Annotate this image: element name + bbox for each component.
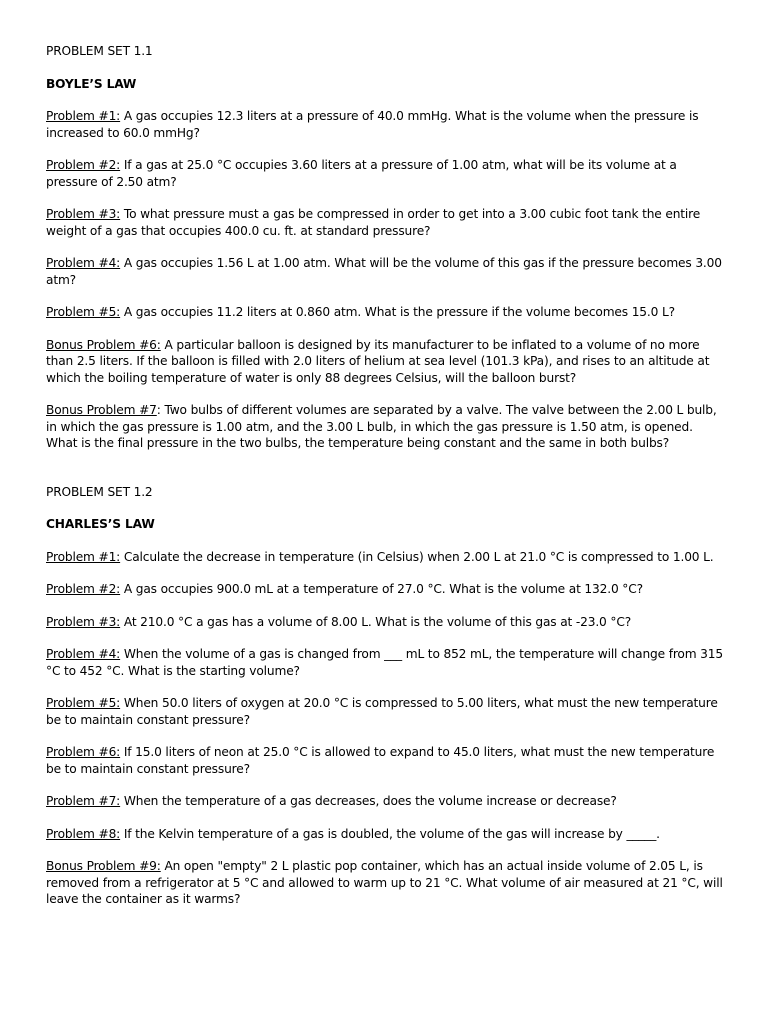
set1-problem-5 [46, 304, 726, 321]
set2-problem-3 [46, 614, 726, 631]
document-page [46, 43, 726, 924]
problem-label: Bonus Problem #7 [46, 403, 157, 417]
problem-text: A gas occupies 12.3 liters at a pressure of 40.0 mmHg. What is the volume when the pressure is increased to 60.0 mmHg? [46, 109, 699, 140]
problem-label: Problem #4: [46, 256, 121, 270]
problem-text: A gas occupies 1.56 L at 1.00 atm. What will be the volume of this gas if the pressure becomes 3.00 atm? [46, 256, 722, 287]
section-spacer [46, 468, 726, 484]
problem-text: If 15.0 liters of neon at 25.0 °C is allowed to expand to 45.0 liters, what must the new temperature be to maintain constant pressure? [46, 745, 715, 776]
problem-label: Problem #1: [46, 549, 121, 564]
set1-bonus-problem-6 [46, 337, 726, 387]
set1-problem-3 [46, 206, 726, 239]
set1-problem-1 [46, 108, 726, 141]
problem-label: Problem #2: [46, 582, 121, 596]
set2-problem-8 [46, 826, 726, 843]
problem-label: Problem #8: [46, 826, 121, 841]
problem-text: To what pressure must a gas be compressed in order to get into a 3.00 cubic foot tank the entire weight of a gas that occupies 400.0 cu. ft. at standard pressure? [46, 207, 701, 238]
problem-text: If the Kelvin temperature of a gas is doubled, the volume of the gas will increase by _____. [120, 826, 660, 841]
problem-text: When 50.0 liters of oxygen at 20.0 °C is compressed to 5.00 liters, what must the new temperature be to maintain constant pressure? [46, 696, 718, 727]
set2-bonus-problem-9 [46, 858, 726, 908]
set2-problem-2 [46, 581, 726, 598]
set2-problem-5 [46, 695, 726, 728]
problem-set-1-title: PROBLEM SET 1.1 [46, 44, 153, 58]
problem-label: Problem #5: [46, 305, 121, 319]
problem-label: Bonus Problem #6: [46, 337, 161, 352]
problem-label: Problem #3: [46, 614, 121, 629]
problem-label: Bonus Problem #9: [46, 859, 161, 873]
set2-problem-4 [46, 646, 726, 679]
problem-text: A particular balloon is designed by its manufacturer to be inflated to a volume of no more than 2.5 liters. If the balloon is filled with 2.0 liters of helium at sea level (101.3 kPa), and rises to an altitude at which the boiling temperature of water is only 88 degrees Celsius, will the balloon burst? [46, 337, 710, 385]
problem-label: Problem #5: [46, 696, 121, 710]
problem-text: A gas occupies 900.0 mL at a temperature of 27.0 °C. What is the volume at 132.0 °C? [120, 582, 643, 596]
boyles-law-heading: BOYLE’S LAW [46, 76, 137, 91]
set2-problem-6 [46, 744, 726, 777]
problem-label: Problem #4: [46, 647, 121, 661]
set2-problem-7 [46, 793, 726, 810]
set1-problem-2 [46, 157, 726, 190]
problem-label: Problem #6: [46, 745, 121, 759]
problem-text: When the volume of a gas is changed from ___ mL to 852 mL, the temperature will change from 315 °C to 452 °C. What is the starting volume? [46, 647, 723, 678]
problem-text: An open "empty" 2 L plastic pop container, which has an actual inside volume of 2.05 L, is removed from a refrigerator at 5 °C and allowed to warm up to 21 °C. What volume of air measured at 21 °C, will leave the container as it warms? [46, 859, 723, 906]
problem-text: At 210.0 °C a gas has a volume of 8.00 L. What is the volume of this gas at -23.0 °C? [120, 614, 632, 629]
problem-text: If a gas at 25.0 °C occupies 3.60 liters at a pressure of 1.00 atm, what will be its volume at a pressure of 2.50 atm? [46, 158, 677, 189]
charles-law-heading: CHARLES’S LAW [46, 517, 155, 531]
set2-problem-1 [46, 549, 726, 566]
problem-label: Problem #7: [46, 794, 121, 808]
problem-text: A gas occupies 11.2 liters at 0.860 atm. What is the pressure if the volume becomes 15.0 L? [120, 305, 675, 319]
problem-label: Problem #2: [46, 158, 121, 172]
problem-label: Problem #1: [46, 109, 121, 123]
set1-bonus-problem-7 [46, 402, 726, 452]
problem-set-2-title: PROBLEM SET 1.2 [46, 484, 153, 499]
problem-label: Problem #3: [46, 207, 121, 221]
set1-problem-4 [46, 255, 726, 288]
problem-text: : Two bulbs of different volumes are separated by a valve. The valve between the 2.00 L bulb, in which the gas pressure is 1.00 atm, and the 3.00 L bulb, in which the gas pressure is 1.50 atm, is opened. What is the final pressure in the two bulbs, the temperature being constant and the same in both bulbs? [46, 403, 717, 450]
problem-text: When the temperature of a gas decreases, does the volume increase or decrease? [120, 794, 617, 808]
problem-text: Calculate the decrease in temperature (in Celsius) when 2.00 L at 21.0 °C is compressed to 1.00 L. [120, 549, 714, 564]
